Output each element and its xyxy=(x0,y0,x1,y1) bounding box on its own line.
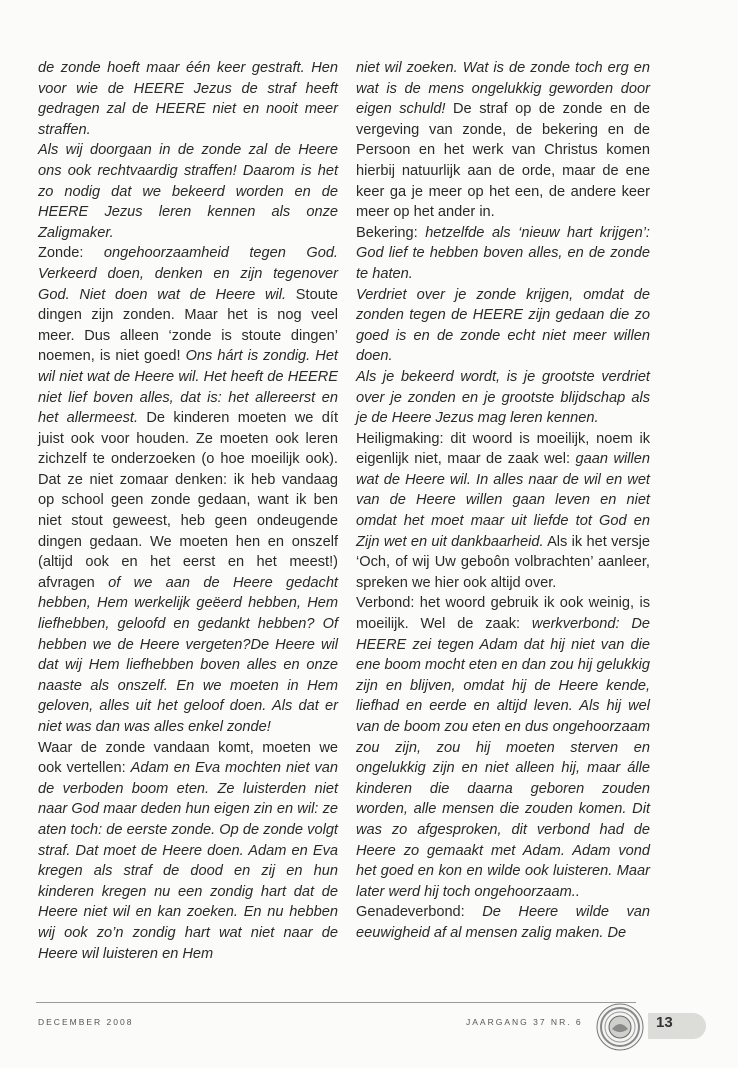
text-run: Als wij doorgaan in de zonde zal de Heere ons ook rechtvaardig straffen! Daarom is het zo nodig dat we bekeerd worden en de HEERE Jezus leren kennen als onze Zaligmaker. xyxy=(38,142,338,241)
paragraph xyxy=(356,223,650,285)
text-run: Waar de zonde vandaan komt, moeten we ook vertellen: xyxy=(38,739,338,777)
paragraph xyxy=(356,58,650,223)
text-run: Stoute dingen zijn zonden. Maar het is nog veel meer. Dus alleen ‘zonde is stoute dingen’ noemen, is niet goed! xyxy=(38,286,338,365)
footer-issue: JAARGANG 37 NR. 6 xyxy=(466,1017,583,1027)
paragraph xyxy=(38,58,338,140)
text-run: niet wil zoeken. Wat is de zonde toch erg en wat is de mens ongelukkig geworden door eigen schuld! xyxy=(356,60,650,118)
text-run: De Heere wilde van eeuwigheid af al mensen zalig maken. De xyxy=(356,904,650,941)
paragraph xyxy=(356,902,650,943)
paragraph xyxy=(356,285,650,367)
text-run: de zonde hoeft maar één keer gestraft. Hen voor wie de HEERE Jezus de straf heeft gedragen zal de HEERE niet en nooit meer straffen. xyxy=(38,60,338,138)
text-run: of we aan de Heere gedacht hebben, Hem werkelijk geëerd hebben, Hem liefhebben, geloofd en gedankt hebben? Of hebben we de Heere vergeten?De Heere wil dat wij Hem liefhebben boven alles en onze naaste als onszelf. En we moeten in Hem geloven, alles uit het geloof doen. Als dat er niet was dan was alles enkel zonde! xyxy=(38,574,338,735)
page-number: 13 xyxy=(656,1014,673,1031)
paragraph xyxy=(38,243,338,737)
paragraph xyxy=(356,367,650,429)
text-run: De straf op de zonde en de vergeving van zonde, de bekering en de Persoon en het werk van Christus komen hierbij natuurlijk aan de orde, maar de ene keer ga je meer op het een, de andere keer meer op het ander in. xyxy=(356,101,650,221)
text-run: ongehoorzaamheid tegen God. Verkeerd doen, denken en zijn tegenover God. Niet doen wat de Heere wil. xyxy=(38,245,338,303)
text-run: Verbond: het woord gebruik ik ook weinig, is moeilijk. Wel de zaak: xyxy=(356,595,650,633)
text-run: Als ik het versje ‘Och, of wij Uw geboôn volbrachten’ aanleer, spreken we hier ook altijd over. xyxy=(356,533,650,591)
right-column xyxy=(356,58,650,944)
paragraph xyxy=(38,738,338,965)
text-run: Genadeverbond: xyxy=(356,904,483,921)
text-run: Adam en Eva mochten niet van de verboden boom eten. Ze luisterden niet naar God maar deden hun eigen zin en wil: ze aten toch: de eerste zonde. Op de zonde volgt straf. Dat moet de Heere doen. Adam en Eva kregen als straf de dood en zij en hun kinderen kregen nu een zondig hart dat de Heere niet wil en kan zoeken. En nu hebben wij ook zo’n zondig hart wat niet naar de Heere wil luisteren en Hem xyxy=(38,760,339,962)
text-run: Bekering: xyxy=(356,224,426,241)
text-run: De kinderen moeten we dít juist ook voor houden. Ze moeten ook leren zichzelf te onderzoeken (o hoe moeilijk ook). Dat ze niet zomaar denken: ik heb vandaag op school geen zonde gedaan, want ik ben niet stout geweest, heb geen ondeugende dingen gedaan. We moeten hen en onszelf (altijd ook en het eerst en het meest!) afvragen xyxy=(38,410,339,591)
text-run: Zonde: xyxy=(38,245,104,262)
text-run: gaan willen wat de Heere wil. In alles naar de wil en wet van de Heere willen gaan leven en niet omdat het moet maar uit liefde tot God en Zijn wet en uit dankbaarheid. xyxy=(356,451,650,550)
text-run: Als je bekeerd wordt, is je grootste verdriet over je zonden en je grootste blijdschap als je de Heere Jezus mag leren kennen. xyxy=(356,368,650,427)
paragraph xyxy=(356,593,650,902)
magazine-emblem-icon xyxy=(595,1002,645,1052)
text-run: hetzelfde als ‘nieuw hart krijgen’: God lief te hebben boven alles, en de zonde te haten. xyxy=(356,224,650,282)
text-run: werkverbond: De HEERE zei tegen Adam dat hij niet van die ene boom mocht eten en dan zou hij gelukkig zijn en blijven, omdat hij de Heere kende, liefhad en eerde en altijd leven. Als hij wel van de boom zou eten en dus ongehoorzaam zou zijn, zou hij moeten sterven en ongelukkig zijn en niet alleen hij, maar álle kinderen die daarna geboren zouden worden, alle mensen die zouden komen. Dit was zo afgesproken, dit verbond had de Heere zo gemaakt met Adam. Adam vond het goed en kon en wilde ook luisteren. Maar later werd hij toch ongehoorzaam.. xyxy=(356,616,650,900)
text-run: Heiligmaking: dit woord is moeilijk, noem ik eigenlijk niet, maar de zaak wel: xyxy=(356,430,650,468)
paragraph xyxy=(356,429,650,594)
text-run: Verdriet over je zonde krijgen, omdat de zonden tegen de HEERE zijn gedaan die zo goed is en de zonde echt niet meer willen doen. xyxy=(356,286,650,365)
footer-date: DECEMBER 2008 xyxy=(38,1017,134,1027)
left-column xyxy=(38,58,338,964)
paragraph xyxy=(38,140,338,243)
footer-divider xyxy=(36,1002,636,1003)
text-run: Ons hárt is zondig. Het wil niet wat de Heere wil. Het heeft de HEERE niet lief boven alles, dat is: het allereerst en het allermeest. xyxy=(38,348,338,427)
